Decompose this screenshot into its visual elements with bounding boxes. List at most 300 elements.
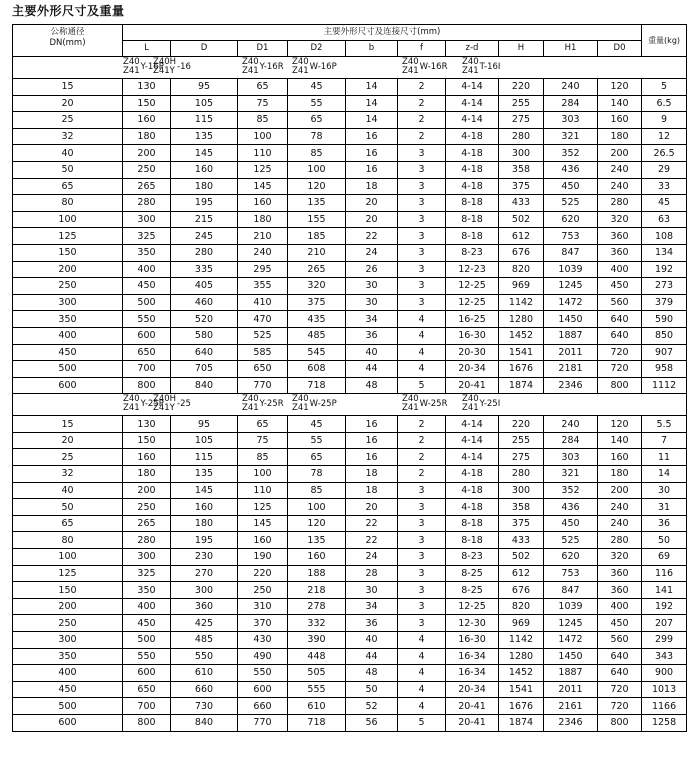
table-cell: 150 — [123, 432, 171, 449]
table-cell: 100 — [238, 466, 288, 483]
table-cell: 2 — [398, 416, 446, 433]
table-cell: 2 — [398, 95, 446, 112]
table-cell: 300 — [13, 294, 123, 311]
table-cell: 240 — [598, 499, 642, 516]
table-cell: 450 — [13, 344, 123, 361]
table-cell: 8-18 — [446, 228, 499, 245]
table-cell: 24 — [346, 549, 398, 566]
table-cell: 400 — [123, 261, 171, 278]
table-cell: 555 — [288, 681, 346, 698]
table-cell: 4 — [398, 648, 446, 665]
table-cell: 485 — [288, 327, 346, 344]
table-cell: 620 — [544, 211, 598, 228]
table-cell: 3 — [398, 261, 446, 278]
table-cell: 145 — [238, 515, 288, 532]
table-cell: 210 — [288, 244, 346, 261]
dims-group-header: 主要外形尺寸及连接尺寸(mm) — [123, 25, 642, 41]
table-row — [13, 361, 687, 378]
table-row — [13, 665, 687, 682]
table-cell: 640 — [598, 311, 642, 328]
table-cell: 502 — [499, 549, 544, 566]
table-cell: 115 — [171, 112, 238, 129]
table-cell: 700 — [123, 361, 171, 378]
model-suffix: T-16I — [479, 61, 501, 72]
table-cell: 3 — [398, 178, 446, 195]
table-cell: 4 — [398, 665, 446, 682]
table-cell: 3 — [398, 145, 446, 162]
table-cell: 48 — [346, 665, 398, 682]
table-cell: 200 — [123, 145, 171, 162]
model-suffix: W-16P — [309, 61, 337, 72]
table-cell: 8-25 — [446, 565, 499, 582]
table-cell: 45 — [288, 79, 346, 96]
table-cell: 160 — [238, 195, 288, 212]
table-cell: 435 — [288, 311, 346, 328]
table-cell: 2346 — [544, 714, 598, 731]
table-cell: 303 — [544, 112, 598, 129]
table-cell: 32 — [13, 128, 123, 145]
table-cell: 358 — [499, 499, 544, 516]
model-prefix: Z41 — [292, 403, 309, 414]
model-prefix: Z41 — [402, 66, 419, 76]
table-cell: 284 — [544, 432, 598, 449]
table-cell: 1258 — [642, 714, 687, 731]
table-cell: 5.5 — [642, 416, 687, 433]
table-cell: 220 — [238, 565, 288, 582]
table-body — [13, 57, 687, 732]
model-prefix: Z40 — [292, 394, 309, 405]
table-cell: 4-18 — [446, 178, 499, 195]
table-cell: 125 — [13, 228, 123, 245]
table-cell: 245 — [171, 228, 238, 245]
table-cell: 26.5 — [642, 145, 687, 162]
table-cell: 20 — [346, 499, 398, 516]
model-prefix: Z41 — [123, 66, 140, 76]
table-cell: 140 — [598, 95, 642, 112]
table-cell: 7 — [642, 432, 687, 449]
table-cell: 4 — [398, 344, 446, 361]
table-cell: 3 — [398, 515, 446, 532]
table-cell: 3 — [398, 294, 446, 311]
table-cell: 160 — [123, 112, 171, 129]
table-cell: 2346 — [544, 377, 598, 394]
table-cell: 840 — [171, 377, 238, 394]
table-cell: 1450 — [544, 648, 598, 665]
table-cell: 500 — [123, 632, 171, 649]
table-row — [13, 145, 687, 162]
table-cell: 4-14 — [446, 432, 499, 449]
table-cell: 50 — [13, 161, 123, 178]
table-cell: 240 — [598, 161, 642, 178]
table-cell: 25 — [13, 449, 123, 466]
table-cell: 145 — [171, 482, 238, 499]
table-cell: 379 — [642, 294, 687, 311]
table-cell: 75 — [238, 95, 288, 112]
table-cell: 220 — [499, 79, 544, 96]
table-cell: 8-18 — [446, 515, 499, 532]
table-cell: 1676 — [499, 361, 544, 378]
table-cell: 3 — [398, 278, 446, 295]
table-cell: 343 — [642, 648, 687, 665]
table-cell: 1541 — [499, 344, 544, 361]
table-cell: 108 — [642, 228, 687, 245]
model-suffix: Y-16P — [140, 61, 164, 72]
table-cell: 4-14 — [446, 79, 499, 96]
table-row — [13, 178, 687, 195]
model-prefix: Z41Y — [153, 66, 175, 76]
table-cell: 400 — [598, 261, 642, 278]
table-cell: 590 — [642, 311, 687, 328]
table-cell: 45 — [642, 195, 687, 212]
table-cell: 220 — [499, 416, 544, 433]
table-cell: 4-18 — [446, 145, 499, 162]
dimension-weight-table — [12, 24, 687, 732]
model-designation — [402, 395, 448, 413]
table-cell: 250 — [123, 161, 171, 178]
table-cell: 44 — [346, 648, 398, 665]
model-prefix: Z40 — [242, 57, 259, 67]
table-cell: 280 — [171, 244, 238, 261]
table-cell: 4-18 — [446, 128, 499, 145]
table-cell: 18 — [346, 482, 398, 499]
table-cell: 8-18 — [446, 211, 499, 228]
table-cell: 585 — [238, 344, 288, 361]
table-cell: 410 — [238, 294, 288, 311]
table-cell: 1245 — [544, 615, 598, 632]
table-cell: 265 — [123, 515, 171, 532]
table-cell: 300 — [499, 145, 544, 162]
table-cell: 700 — [123, 698, 171, 715]
table-cell: 1452 — [499, 665, 544, 682]
table-cell: 450 — [598, 615, 642, 632]
table-cell: 155 — [288, 211, 346, 228]
table-cell: 65 — [13, 178, 123, 195]
table-cell: 195 — [171, 532, 238, 549]
table-cell: 800 — [123, 714, 171, 731]
table-cell: 240 — [598, 178, 642, 195]
table-cell: 78 — [288, 466, 346, 483]
table-cell: 80 — [13, 195, 123, 212]
table-cell: 16-30 — [446, 632, 499, 649]
table-cell: 3 — [398, 244, 446, 261]
table-cell: 230 — [171, 549, 238, 566]
table-cell: 240 — [544, 416, 598, 433]
table-cell: 150 — [13, 244, 123, 261]
table-cell: 55 — [288, 95, 346, 112]
table-cell: 2 — [398, 128, 446, 145]
table-cell: 770 — [238, 377, 288, 394]
table-cell: 2 — [398, 112, 446, 129]
table-cell: 22 — [346, 228, 398, 245]
table-cell: 360 — [598, 582, 642, 599]
table-cell: 6.5 — [642, 95, 687, 112]
table-cell: 135 — [171, 466, 238, 483]
table-cell: 1142 — [499, 294, 544, 311]
table-cell: 310 — [238, 598, 288, 615]
table-cell: 20-41 — [446, 698, 499, 715]
table-cell: 425 — [171, 615, 238, 632]
table-cell: 180 — [171, 515, 238, 532]
table-cell: 16 — [346, 416, 398, 433]
table-cell: 405 — [171, 278, 238, 295]
table-cell: 15 — [13, 79, 123, 96]
table-cell: 188 — [288, 565, 346, 582]
table-row — [13, 432, 687, 449]
table-cell: 250 — [13, 615, 123, 632]
table-cell: 120 — [598, 79, 642, 96]
table-cell: 608 — [288, 361, 346, 378]
table-cell: 4-18 — [446, 466, 499, 483]
table-cell: 847 — [544, 244, 598, 261]
model-designation — [292, 395, 337, 413]
table-cell: 400 — [13, 327, 123, 344]
table-cell: 280 — [499, 466, 544, 483]
table-cell: 190 — [238, 549, 288, 566]
table-cell: 160 — [123, 449, 171, 466]
model-suffix: Y-25R — [259, 398, 284, 409]
table-cell: 800 — [598, 714, 642, 731]
model-prefix: Z40 — [123, 57, 140, 67]
table-cell: 1112 — [642, 377, 687, 394]
table-row — [13, 211, 687, 228]
table-cell: 275 — [499, 449, 544, 466]
table-cell: 200 — [123, 482, 171, 499]
table-row — [13, 228, 687, 245]
column-header: D — [171, 41, 238, 57]
table-cell: 110 — [238, 482, 288, 499]
table-cell: 20-41 — [446, 377, 499, 394]
table-cell: 8-23 — [446, 244, 499, 261]
table-cell: 100 — [288, 499, 346, 516]
table-cell: 360 — [598, 565, 642, 582]
model-prefix: Z41 — [462, 66, 479, 76]
table-cell: 320 — [598, 211, 642, 228]
table-cell: 40 — [346, 632, 398, 649]
table-cell: 28 — [346, 565, 398, 582]
table-cell: 4 — [398, 632, 446, 649]
table-cell: 50 — [13, 499, 123, 516]
table-cell: 600 — [238, 681, 288, 698]
table-cell: 600 — [123, 327, 171, 344]
model-designation — [462, 395, 500, 413]
table-cell: 2 — [398, 466, 446, 483]
table-cell: 16 — [346, 128, 398, 145]
table-cell: 40 — [13, 145, 123, 162]
table-cell: 12-25 — [446, 278, 499, 295]
table-cell: 180 — [598, 466, 642, 483]
table-cell: 160 — [171, 161, 238, 178]
table-cell: 160 — [598, 449, 642, 466]
table-cell: 753 — [544, 228, 598, 245]
table-cell: 360 — [171, 598, 238, 615]
table-cell: 5 — [642, 79, 687, 96]
table-cell: 5 — [398, 377, 446, 394]
table-cell: 3 — [398, 582, 446, 599]
table-cell: 3 — [398, 565, 446, 582]
table-cell: 718 — [288, 714, 346, 731]
table-cell: 273 — [642, 278, 687, 295]
model-prefix: Z40 — [242, 394, 259, 405]
table-cell: 295 — [238, 261, 288, 278]
table-cell: 4-14 — [446, 416, 499, 433]
table-cell: 12-30 — [446, 615, 499, 632]
model-suffix: -16 — [177, 61, 191, 72]
table-cell: 320 — [288, 278, 346, 295]
table-cell: 300 — [123, 549, 171, 566]
table-cell: 200 — [13, 598, 123, 615]
table-cell: 2181 — [544, 361, 598, 378]
table-cell: 640 — [598, 648, 642, 665]
table-cell: 350 — [123, 582, 171, 599]
table-cell: 800 — [123, 377, 171, 394]
table-row — [13, 499, 687, 516]
table-cell: 325 — [123, 565, 171, 582]
model-prefix: Z41 — [402, 403, 419, 414]
model-suffix: Y-25I — [479, 398, 501, 409]
table-cell: 135 — [288, 532, 346, 549]
table-cell: 770 — [238, 714, 288, 731]
table-cell: 100 — [13, 211, 123, 228]
table-cell: 375 — [499, 515, 544, 532]
table-cell: 450 — [598, 278, 642, 295]
table-cell: 550 — [123, 311, 171, 328]
table-cell: 355 — [238, 278, 288, 295]
table-cell: 1013 — [642, 681, 687, 698]
table-cell: 460 — [171, 294, 238, 311]
table-cell: 600 — [13, 714, 123, 731]
column-header: z-d — [446, 41, 499, 57]
table-row — [13, 698, 687, 715]
table-cell: 14 — [346, 112, 398, 129]
table-cell: 502 — [499, 211, 544, 228]
table-cell: 300 — [499, 482, 544, 499]
model-designation — [123, 58, 164, 76]
table-cell: 95 — [171, 416, 238, 433]
table-cell: 958 — [642, 361, 687, 378]
table-cell: 16 — [346, 432, 398, 449]
table-cell: 145 — [238, 178, 288, 195]
table-cell: 450 — [13, 681, 123, 698]
table-row — [13, 681, 687, 698]
table-cell: 3 — [398, 549, 446, 566]
table-cell: 450 — [544, 515, 598, 532]
table-cell: 65 — [238, 79, 288, 96]
table-cell: 240 — [544, 79, 598, 96]
table-cell: 1874 — [499, 377, 544, 394]
model-prefix: Z40H — [153, 57, 177, 67]
table-cell: 1887 — [544, 327, 598, 344]
model-prefix: Z40 — [292, 57, 309, 67]
table-row — [13, 632, 687, 649]
table-cell: 299 — [642, 632, 687, 649]
table-cell: 720 — [598, 698, 642, 715]
dn-header — [13, 25, 123, 57]
table-cell: 525 — [238, 327, 288, 344]
table-cell: 185 — [288, 228, 346, 245]
table-row — [13, 582, 687, 599]
table-cell: 1541 — [499, 681, 544, 698]
table-cell: 3 — [398, 195, 446, 212]
table-cell: 300 — [171, 582, 238, 599]
table-cell: 1039 — [544, 261, 598, 278]
table-cell: 20-34 — [446, 361, 499, 378]
table-cell: 200 — [13, 261, 123, 278]
table-cell: 265 — [288, 261, 346, 278]
table-cell: 200 — [598, 145, 642, 162]
table-cell: 1166 — [642, 698, 687, 715]
table-cell: 25 — [13, 112, 123, 129]
table-cell: 969 — [499, 615, 544, 632]
table-cell: 525 — [544, 195, 598, 212]
table-cell: 3 — [398, 598, 446, 615]
table-cell: 650 — [123, 681, 171, 698]
table-cell: 4-14 — [446, 95, 499, 112]
table-cell: 303 — [544, 449, 598, 466]
table-cell: 24 — [346, 244, 398, 261]
table-cell: 280 — [123, 532, 171, 549]
table-cell: 321 — [544, 466, 598, 483]
table-row — [13, 195, 687, 212]
table-cell: 350 — [13, 311, 123, 328]
table-row — [13, 416, 687, 433]
model-suffix: W-16R — [419, 61, 448, 72]
table-cell: 500 — [123, 294, 171, 311]
table-cell: 490 — [238, 648, 288, 665]
table-cell: 753 — [544, 565, 598, 582]
table-cell: 1142 — [499, 632, 544, 649]
table-cell: 250 — [13, 278, 123, 295]
table-cell: 1452 — [499, 327, 544, 344]
table-cell: 195 — [171, 195, 238, 212]
table-cell: 2011 — [544, 681, 598, 698]
table-cell: 12-25 — [446, 294, 499, 311]
model-prefix: Z41 — [462, 403, 479, 414]
table-row — [13, 549, 687, 566]
table-cell: 370 — [238, 615, 288, 632]
model-designation — [242, 58, 284, 76]
table-cell: 500 — [13, 698, 123, 715]
table-cell: 820 — [499, 261, 544, 278]
table-cell: 15 — [13, 416, 123, 433]
table-cell: 192 — [642, 598, 687, 615]
table-row — [13, 466, 687, 483]
table-cell: 470 — [238, 311, 288, 328]
table-cell: 900 — [642, 665, 687, 682]
table-cell: 660 — [238, 698, 288, 715]
model-designation — [462, 58, 500, 76]
table-cell: 135 — [288, 195, 346, 212]
table-row — [13, 449, 687, 466]
table-cell: 4-14 — [446, 449, 499, 466]
table-row — [13, 161, 687, 178]
table-cell: 255 — [499, 432, 544, 449]
table-cell: 240 — [598, 515, 642, 532]
model-prefix: Z40 — [402, 394, 419, 405]
table-cell: 3 — [398, 499, 446, 516]
table-cell: 31 — [642, 499, 687, 516]
table-cell: 550 — [171, 648, 238, 665]
table-row — [13, 112, 687, 129]
table-cell: 160 — [171, 499, 238, 516]
table-cell: 4-18 — [446, 161, 499, 178]
model-prefix: Z41 — [242, 66, 259, 76]
table-cell: 8-18 — [446, 532, 499, 549]
table-cell: 125 — [13, 565, 123, 582]
column-header: L — [123, 41, 171, 57]
table-cell: 2 — [398, 449, 446, 466]
table-cell: 40 — [13, 482, 123, 499]
table-cell: 95 — [171, 79, 238, 96]
